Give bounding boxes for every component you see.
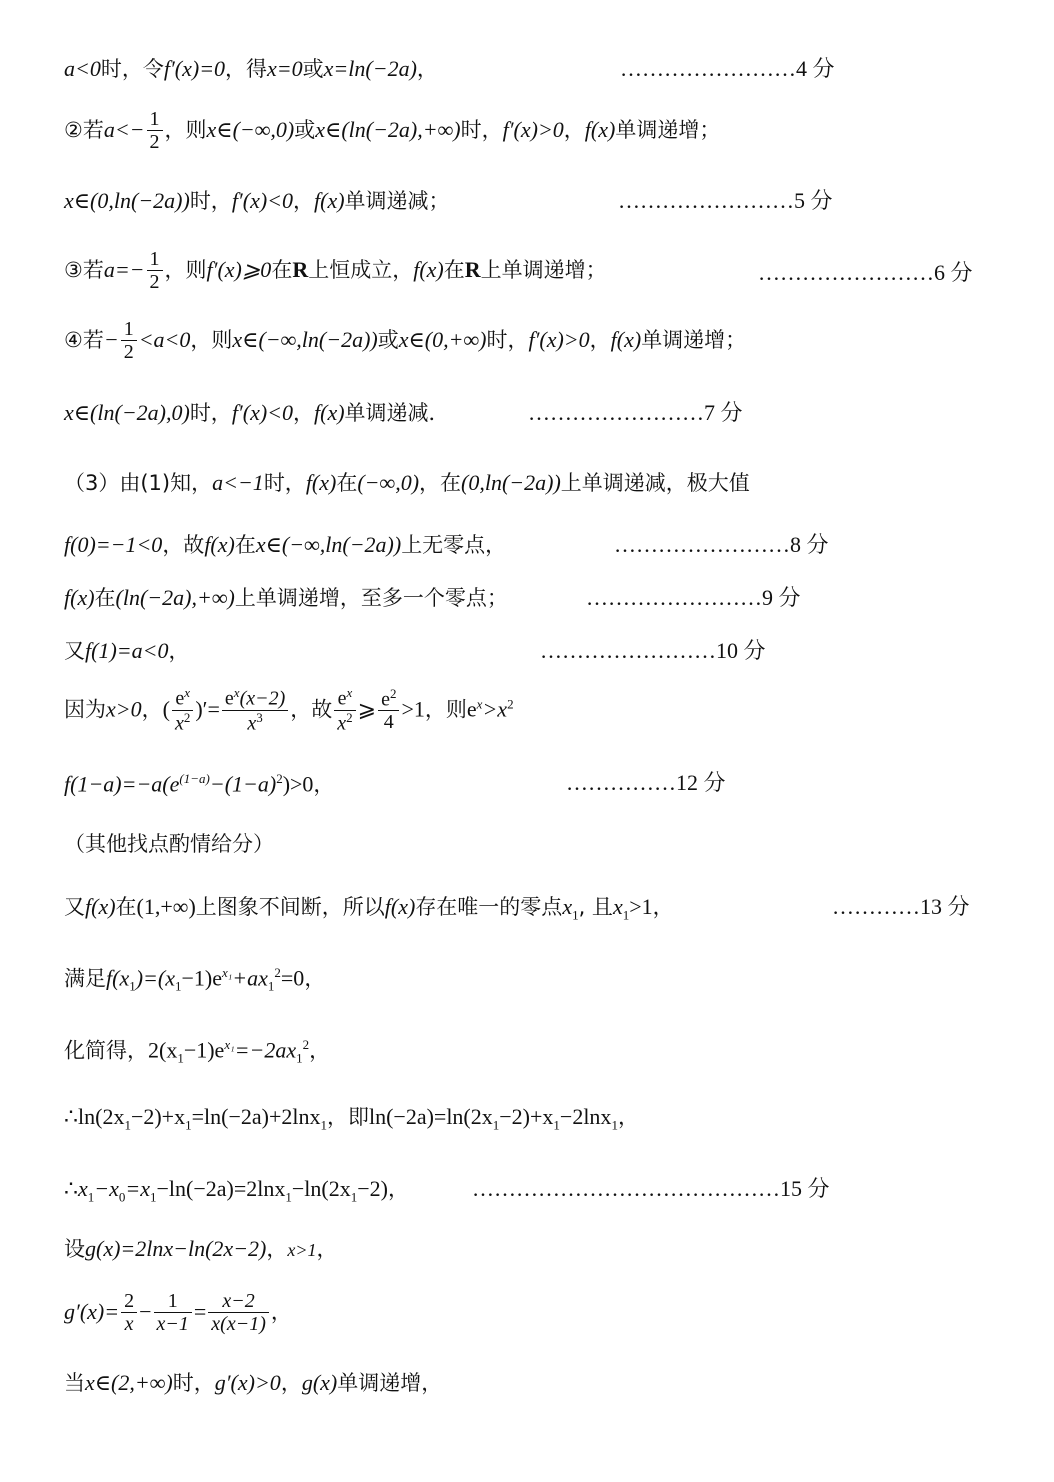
line-5 [64, 318, 746, 364]
subscript: 1 [285, 1189, 292, 1205]
math: =0 [280, 965, 305, 991]
math: >1 [401, 696, 425, 722]
math: <a<0 [138, 327, 191, 352]
text: 时， [263, 471, 306, 495]
math: f′(x)<0 [231, 188, 293, 213]
math: e [337, 687, 347, 710]
points-marker: ……………………5 分 [618, 188, 833, 213]
subscript: 1 [572, 907, 579, 923]
fraction [121, 1290, 137, 1336]
text: 时， [189, 401, 232, 425]
math: f′(x)⩾0 [206, 257, 272, 282]
math: g′(x)>0 [214, 1370, 281, 1395]
fraction [154, 1290, 192, 1336]
subscript: 1 [492, 1117, 500, 1133]
points-marker: ……………………9 分 [586, 585, 801, 610]
math: = [193, 1299, 207, 1324]
text: ，在 [419, 471, 462, 495]
math: x∈(0,+∞) [398, 327, 487, 352]
line-15 [64, 966, 325, 993]
math: x [247, 712, 257, 735]
math: (1,+∞) [136, 894, 196, 919]
numerator [172, 686, 193, 711]
text: ，故 [290, 697, 333, 722]
math: −2) [357, 1176, 388, 1201]
text: 又 [64, 895, 85, 919]
math: −2)+x [130, 1104, 186, 1129]
denominator: x [124, 1313, 134, 1335]
math: f(1−a)=−a(e [64, 771, 180, 797]
text: 又 [64, 639, 85, 663]
subscript: 1 [611, 1117, 618, 1133]
math: f(x) [305, 470, 337, 495]
math: −(1−a) [209, 771, 277, 797]
text: ， [270, 1300, 292, 1324]
text: ， [652, 895, 674, 919]
text: ，则 [190, 328, 233, 352]
subscript: 1 [350, 1189, 358, 1205]
denominator: 4 [383, 711, 394, 734]
denominator: x−1 [156, 1313, 189, 1335]
math: x [562, 894, 573, 919]
subscript: 1 [622, 907, 630, 923]
line-9 [64, 587, 508, 610]
math: 2(x [148, 1037, 178, 1063]
text: , 且 [578, 895, 613, 919]
text: 或 [377, 328, 399, 352]
text: 当 [64, 1371, 85, 1395]
superscript: 2 [346, 709, 353, 725]
math: f(x) [584, 117, 616, 142]
math: x∈(−∞,ln(−2a)) [232, 327, 378, 352]
reals-symbol: R [292, 257, 309, 282]
superscript: x [346, 685, 353, 700]
denominator: 2 [149, 131, 160, 153]
text: ， [266, 1237, 288, 1261]
math: x∈(2,+∞) [85, 1370, 173, 1395]
line-16 [64, 1038, 330, 1065]
denominator [222, 711, 288, 736]
math: x∈(−∞,0) [206, 117, 295, 142]
points-marker: ……………………………………15 分 [472, 1176, 830, 1201]
text: 或 [302, 57, 324, 81]
math: −1)e [181, 965, 222, 991]
superscript: 2 [302, 1037, 310, 1052]
fraction [208, 1290, 269, 1336]
math: g′(x)= [64, 1299, 120, 1324]
line-6 [64, 402, 450, 425]
superscript: x [233, 685, 240, 700]
text: 单调递减； [344, 189, 450, 213]
points-marker: ……………12 分 [566, 770, 726, 795]
points-marker: ……………………7 分 [528, 400, 743, 425]
text: 因为 [64, 697, 106, 722]
math: −2)+x [499, 1104, 554, 1129]
line-21 [64, 1372, 442, 1395]
text: ， [589, 328, 611, 352]
math: >x [482, 696, 508, 722]
math: x [612, 894, 623, 919]
math: +ax [232, 965, 268, 991]
math: a=− [103, 257, 145, 282]
math: )′= [195, 696, 220, 722]
superscript: x [476, 696, 483, 712]
line-19 [64, 1238, 338, 1261]
math: x∈(ln(−2a),0) [64, 400, 190, 425]
text: ，故 [162, 533, 205, 557]
text: ③若 [64, 258, 104, 282]
fraction [147, 248, 163, 294]
line-1 [64, 58, 438, 81]
text: 化简得， [64, 1038, 148, 1063]
superscript: 3 [256, 709, 263, 725]
text: ，得 [225, 57, 268, 81]
math: )=(x [135, 965, 175, 991]
math: =x [125, 1176, 151, 1201]
text: 在 [443, 258, 465, 282]
math: ⩾ [357, 696, 377, 722]
text: 上单调递增； [480, 258, 607, 282]
math: e [466, 696, 477, 722]
therefore-symbol: ∴ [64, 1104, 78, 1129]
points-marker: ……………………10 分 [540, 638, 766, 663]
math: f(x) [85, 894, 116, 919]
math: −2lnx [559, 1104, 612, 1129]
text: 满足 [64, 966, 106, 991]
text: （3）由(1)知， [64, 471, 213, 495]
line-11 [64, 686, 514, 735]
math: − [103, 327, 119, 352]
therefore-symbol: ∴ [64, 1176, 78, 1201]
text: ， [304, 966, 326, 991]
math: a<− [103, 117, 145, 142]
math: x=ln(−2a) [323, 56, 417, 81]
line-20 [64, 1290, 292, 1336]
text: ， [280, 1371, 302, 1395]
math: f′(x)<0 [231, 400, 293, 425]
subscript: 1 [124, 1117, 131, 1133]
points-marker: …………13 分 [832, 894, 970, 919]
text: 时， [189, 189, 232, 213]
line-12 [64, 772, 334, 796]
math: >1 [629, 894, 653, 919]
subscript: 0 [118, 1189, 126, 1205]
fraction [378, 687, 399, 735]
numerator: x−2 [208, 1290, 269, 1313]
points-marker: ……………………8 分 [614, 532, 829, 557]
math: −ln(2x [291, 1176, 351, 1201]
text: ， [141, 697, 163, 722]
math: f′(x)>0 [502, 117, 564, 142]
text: ， [293, 401, 314, 425]
math: x∈(0,ln(−2a)) [64, 188, 190, 213]
text: 时， [486, 328, 529, 352]
line-13 [64, 834, 274, 856]
text: ， [313, 772, 335, 797]
text: ， [563, 118, 585, 142]
text: 单调递减． [344, 401, 450, 425]
math: f(x) [64, 585, 95, 610]
math: −ln(−2a)=2lnx [156, 1176, 286, 1201]
numerator [378, 687, 399, 712]
text: 单调递增； [615, 118, 721, 142]
numerator: 2 [121, 1290, 137, 1313]
superscript: 2 [389, 685, 397, 701]
line-4 [64, 248, 607, 294]
line-17 [64, 1106, 639, 1131]
math: (ln(−2a),+∞) [115, 585, 235, 610]
fraction [334, 686, 355, 735]
denominator: 2 [149, 271, 160, 293]
subscript: 1 [320, 1117, 327, 1133]
denominator [172, 711, 193, 736]
math: (0,ln(−2a)) [461, 470, 561, 495]
math: −1)e [183, 1037, 225, 1063]
text: 存在唯一的零点 [415, 895, 563, 919]
text: ， [293, 189, 314, 213]
denominator [334, 711, 355, 736]
math: f(1)=a<0 [85, 638, 169, 663]
math: e [224, 687, 234, 710]
numerator: 1 [147, 248, 163, 271]
superscript: 2 [507, 696, 514, 712]
subscript: 1 [150, 1189, 157, 1205]
text: 上图象不间断，所以 [195, 895, 385, 919]
text: ，则 [424, 697, 467, 722]
text: 在 [234, 533, 256, 557]
math: )>0 [282, 771, 314, 797]
math: f(x) [610, 327, 642, 352]
text: 时， [460, 118, 503, 142]
text: 在 [115, 895, 137, 919]
math: x>1 [287, 1240, 317, 1260]
superscript: (1−a) [179, 771, 210, 786]
math: x=0 [267, 56, 303, 81]
text: ，则 [164, 118, 207, 142]
text: ， [387, 1177, 409, 1201]
line-7 [64, 472, 750, 495]
text: 时，令 [100, 57, 164, 81]
line-2 [64, 108, 720, 154]
math: ln(2x [78, 1104, 125, 1129]
text: ， [416, 57, 438, 81]
math: f(x) [204, 532, 235, 557]
math: x [337, 712, 347, 735]
math: a<0 [64, 56, 101, 81]
math: f(x [106, 965, 130, 991]
denominator: x(x−1) [211, 1313, 266, 1335]
math: (x−2) [239, 687, 286, 710]
math: x [174, 712, 184, 735]
superscript: 2 [183, 709, 191, 725]
math: (−∞,0) [357, 470, 420, 495]
math: g(x) [301, 1370, 338, 1395]
text: 上单调递减，极大值 [560, 471, 750, 495]
subscript: 1 [296, 1050, 303, 1066]
superscript: x₁ [224, 1037, 235, 1052]
fraction [121, 318, 137, 364]
subscript: 1 [174, 978, 182, 994]
fraction [172, 686, 193, 735]
math: f(x) [314, 400, 345, 425]
text: 在 [94, 586, 116, 610]
text: 上单调递增，至多一个零点； [234, 586, 508, 610]
math: f(x) [314, 188, 345, 213]
subscript: 1 [185, 1117, 192, 1133]
text: 时， [172, 1371, 215, 1395]
math: f′(x)>0 [528, 327, 590, 352]
text: ， [309, 1038, 331, 1063]
math: x∈(ln(−2a),+∞) [315, 117, 461, 142]
superscript: x [184, 685, 190, 700]
superscript: 2 [274, 965, 281, 980]
line-8 [64, 534, 506, 557]
fraction [222, 686, 288, 735]
math: ( [162, 696, 170, 722]
text: ，则 [164, 258, 207, 282]
text: ， [168, 639, 190, 663]
numerator: 1 [154, 1290, 192, 1313]
math: =ln(−2a)+2lnx [191, 1104, 321, 1129]
text: 在 [336, 471, 358, 495]
subscript: 1 [267, 978, 275, 994]
math: f(x) [384, 894, 416, 919]
math: x>0 [106, 696, 142, 722]
reals-symbol: R [464, 257, 481, 282]
math: − [139, 1299, 152, 1324]
text: 单调递增； [641, 328, 747, 352]
note-text: （其他找点酌情给分） [64, 832, 274, 856]
math: x∈(−∞,ln(−2a)) [255, 532, 402, 557]
math: g(x)=2lnx−ln(2x−2) [85, 1236, 267, 1261]
denominator: 2 [123, 341, 134, 363]
text: ， [617, 1105, 639, 1129]
subscript: 1 [177, 1050, 184, 1066]
math: f(0)=−1<0 [64, 532, 163, 557]
text: ②若 [64, 118, 104, 142]
math: x [78, 1176, 88, 1201]
numerator: 1 [121, 318, 137, 341]
math: e [175, 687, 185, 710]
math: f′(x)=0 [163, 56, 226, 81]
text: ，即 [326, 1105, 369, 1129]
math: −x [94, 1176, 119, 1201]
text: ④若 [64, 328, 104, 352]
line-3 [64, 190, 450, 213]
text: 上无零点， [401, 533, 507, 557]
text: ， [316, 1237, 338, 1261]
numerator [222, 686, 288, 711]
line-18 [64, 1178, 409, 1203]
numerator [334, 686, 355, 711]
fraction [147, 108, 163, 154]
points-marker: ……………………6 分 [758, 260, 973, 285]
math: =−2ax [234, 1037, 297, 1063]
superscript: x₁ [221, 965, 233, 980]
subscript: 1 [87, 1189, 95, 1205]
subscript: 1 [553, 1117, 560, 1133]
math: e [381, 688, 390, 711]
text: 设 [64, 1237, 85, 1261]
line-14 [64, 896, 674, 921]
subscript: 1 [129, 978, 136, 994]
points-marker: ……………………4 分 [620, 56, 835, 81]
text: 或 [294, 118, 316, 142]
text: 上恒成立， [308, 258, 414, 282]
text: 单调递增， [337, 1371, 443, 1395]
line-10 [64, 640, 189, 663]
math: f(x) [413, 257, 444, 282]
math: ln(−2a)=ln(2x [368, 1104, 493, 1129]
superscript: 2 [276, 771, 283, 786]
text: 在 [271, 258, 293, 282]
numerator: 1 [147, 108, 163, 131]
math: a<−1 [212, 470, 264, 495]
